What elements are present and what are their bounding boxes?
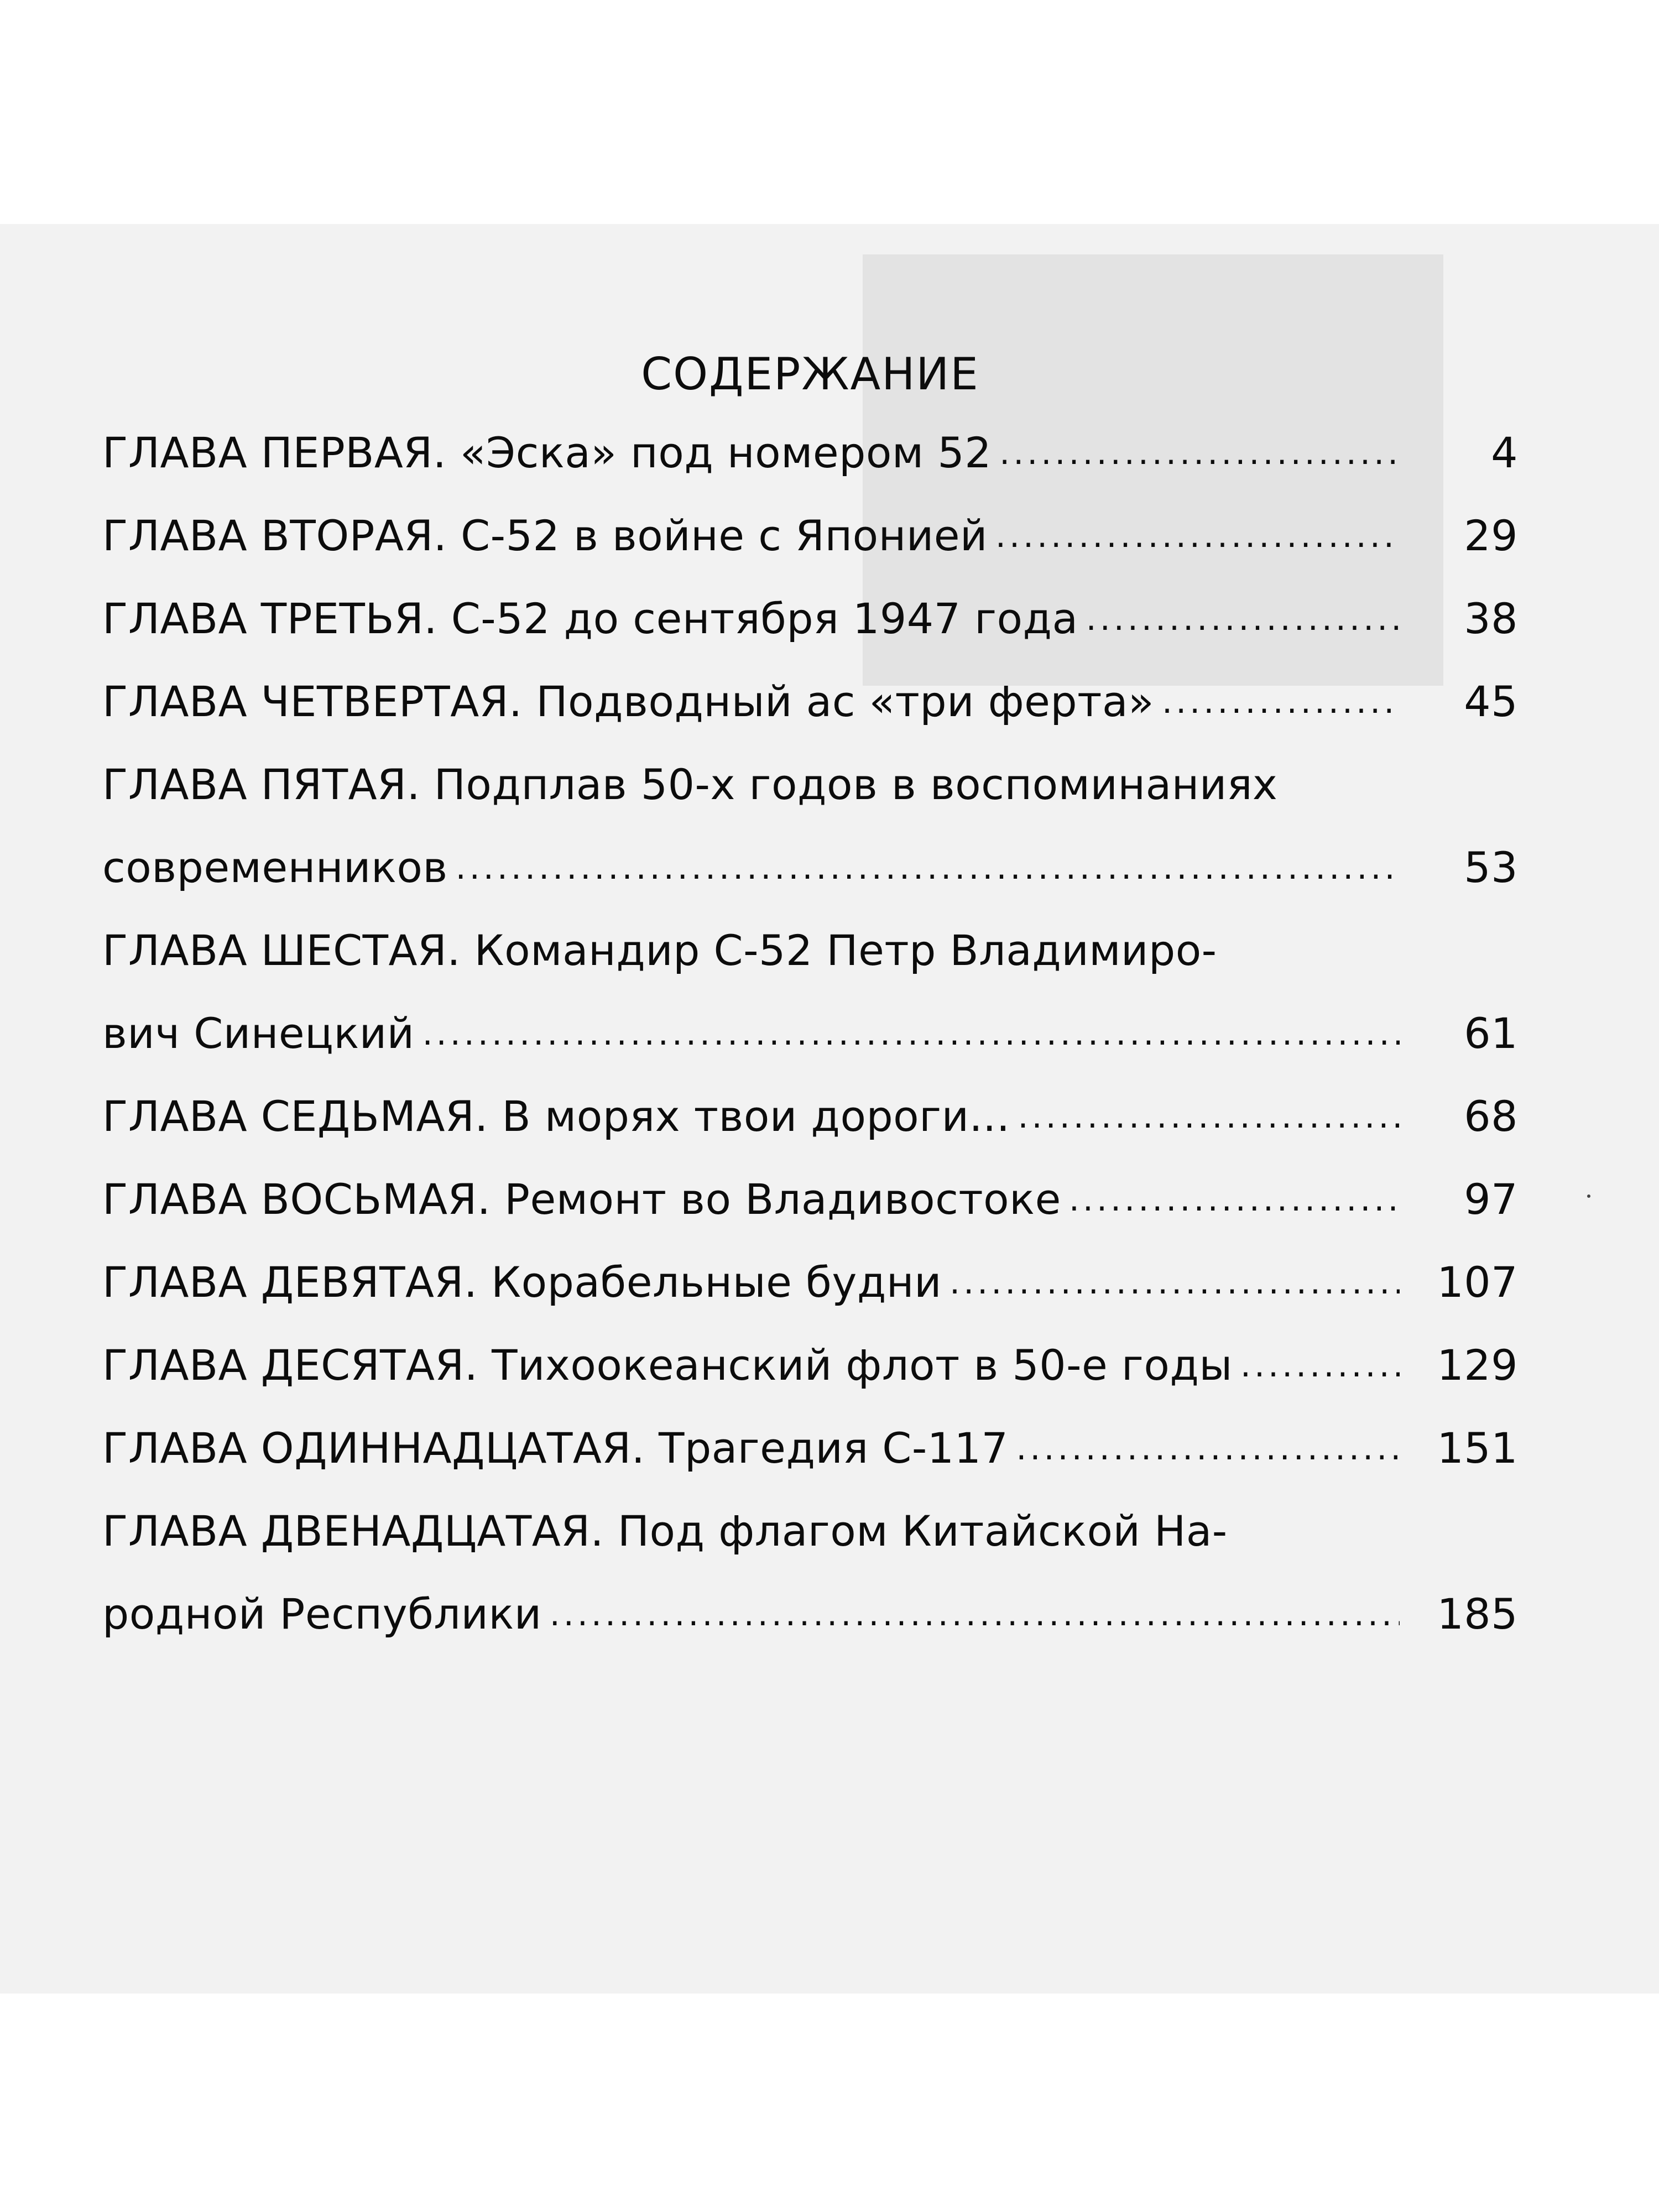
toc-entry-title: ГЛАВА ВОСЬМАЯ. Ремонт во Владивостоке <box>102 1175 1061 1224</box>
toc-entry-page: 185 <box>1437 1589 1518 1639</box>
toc-leader-dots <box>456 841 1400 894</box>
toc-entry-title-line2: современников <box>102 843 448 892</box>
toc-heading: СОДЕРЖАНИЕ <box>641 348 979 400</box>
toc-leader-dots <box>422 1007 1400 1060</box>
toc-leader-dots <box>995 509 1400 562</box>
toc-entry-title: ГЛАВА ВТОРАЯ. С-52 в войне с Японией <box>102 511 988 560</box>
toc-entry-title: ГЛАВА ДЕВЯТАЯ. Корабельные будни <box>102 1258 942 1307</box>
toc-entry <box>102 1090 1518 1143</box>
toc-entry-title: ГЛАВА ОДИННАДЦАТАЯ. Трагедия С-117 <box>102 1423 1009 1473</box>
book-page <box>0 224 1659 1994</box>
toc-entry <box>102 509 1518 562</box>
toc-entry-title: ГЛАВА ЧЕТВЕРТАЯ. Подводный ас «три ферта» <box>102 677 1155 726</box>
toc-entry-title-line1: ГЛАВА ПЯТАЯ. Подплав 50-х годов в воспоминаниях <box>102 760 1278 809</box>
toc-entry-page: 38 <box>1464 594 1518 643</box>
toc-entry-page: 4 <box>1491 428 1518 477</box>
toc-entry <box>102 924 1518 1060</box>
toc-leader-dots <box>1016 1422 1400 1475</box>
toc-leader-dots <box>999 426 1400 479</box>
toc-entry <box>102 1339 1518 1392</box>
toc-entry <box>102 758 1518 894</box>
toc-leader-dots <box>1086 592 1400 645</box>
toc-leader-dots <box>550 1588 1400 1641</box>
toc-entry-page: 129 <box>1437 1340 1518 1390</box>
toc-entry <box>102 1422 1518 1475</box>
toc-entry-page: 151 <box>1437 1423 1518 1473</box>
toc-leader-dots <box>1018 1090 1400 1143</box>
toc-entry-page: 68 <box>1464 1092 1518 1141</box>
toc-entry <box>102 1256 1518 1309</box>
toc-leader-dots <box>950 1256 1400 1309</box>
toc-entry-title-line1: ГЛАВА ДВЕНАДЦАТАЯ. Под флагом Китайской На- <box>102 1506 1228 1556</box>
toc-leader-dots <box>1069 1173 1400 1226</box>
toc-entry-page: 61 <box>1464 1009 1518 1058</box>
toc-entry-title: ГЛАВА ТРЕТЬЯ. С-52 до сентября 1947 года <box>102 594 1078 643</box>
toc-entry-page: 97 <box>1464 1175 1518 1224</box>
toc-leader-dots <box>1162 675 1400 728</box>
toc-entry <box>102 675 1518 728</box>
toc-entry-page: 29 <box>1464 511 1518 560</box>
toc-entry-title-line2: родной Республики <box>102 1589 542 1639</box>
toc-entry-title-line1: ГЛАВА ШЕСТАЯ. Командир С-52 Петр Владимиро- <box>102 926 1217 975</box>
toc-entry-page: 53 <box>1464 843 1518 892</box>
toc-entry-title: ГЛАВА СЕДЬМАЯ. В морях твои дороги... <box>102 1092 1010 1141</box>
toc-entry-title: ГЛАВА ДЕСЯТАЯ. Тихоокеанский флот в 50-е годы <box>102 1340 1233 1390</box>
toc-leader-dots <box>1240 1339 1400 1392</box>
toc-entry-title-line2: вич Синецкий <box>102 1009 415 1058</box>
toc-entry-title: ГЛАВА ПЕРВАЯ. «Эска» под номером 52 <box>102 428 992 477</box>
toc-entry <box>102 1505 1518 1641</box>
toc-entry-page: 107 <box>1437 1258 1518 1307</box>
toc-entry <box>102 592 1518 645</box>
table-of-contents <box>102 348 1518 1671</box>
toc-entry <box>102 426 1518 479</box>
toc-entry <box>102 1173 1518 1226</box>
toc-entry-page: 45 <box>1464 677 1518 726</box>
paper-speck <box>1587 1194 1590 1198</box>
